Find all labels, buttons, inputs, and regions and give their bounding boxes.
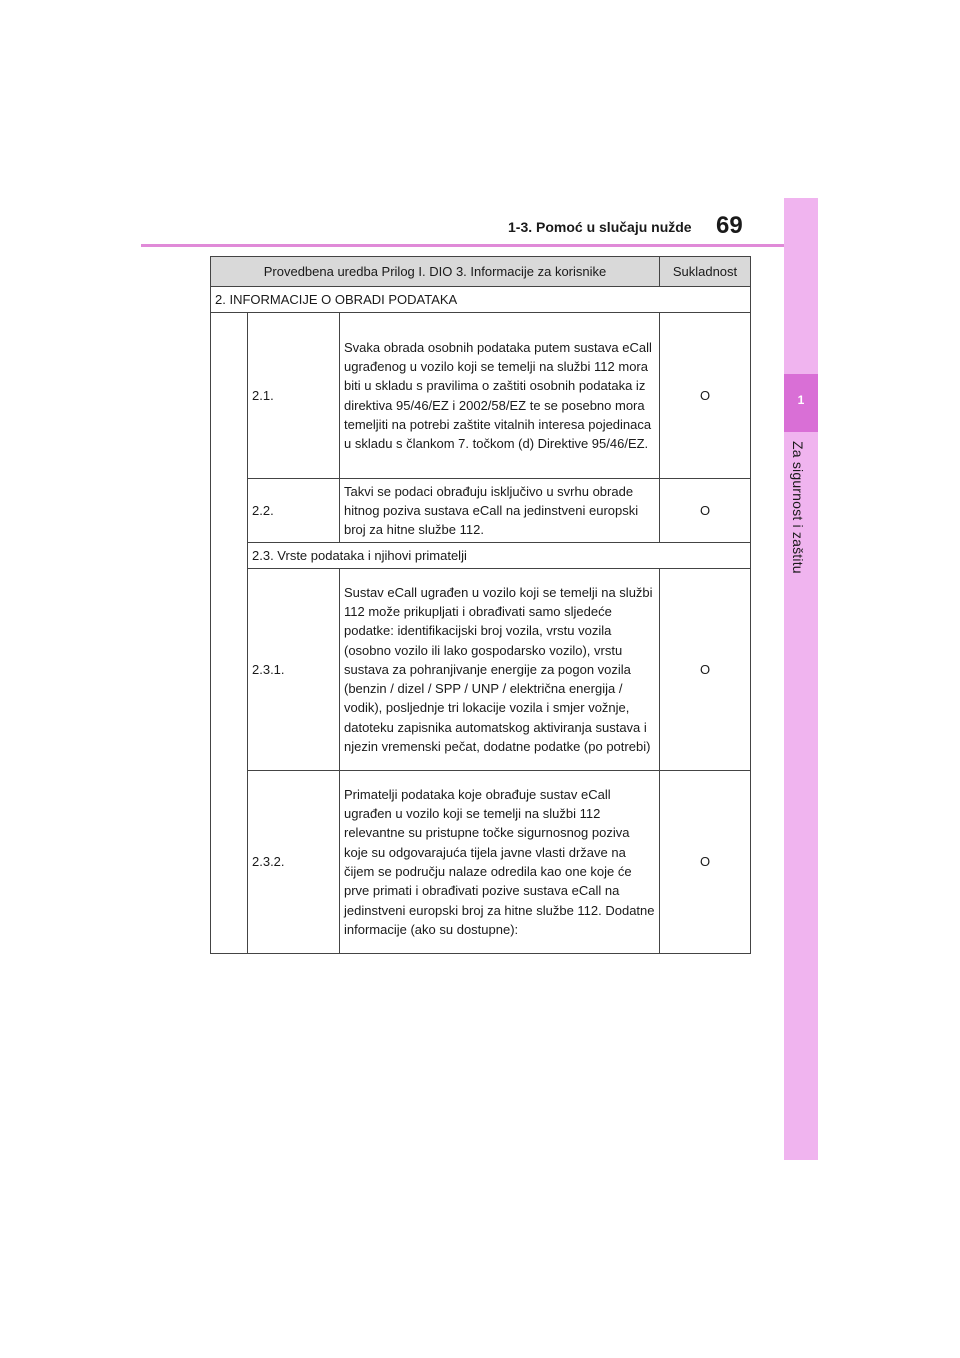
row-compliance: O — [660, 771, 751, 954]
indent-cell — [211, 313, 248, 954]
row-compliance: O — [660, 313, 751, 479]
row-number: 2.2. — [248, 479, 340, 543]
row-number: 2.3.2. — [248, 771, 340, 954]
section-title: 1-3. Pomoć u slučaju nužde — [508, 219, 692, 235]
row-number: 2.1. — [248, 313, 340, 479]
table-header-compliance: Sukladnost — [660, 257, 751, 287]
row-text: Primatelji podataka koje obrađuje sustav eCall ugrađen u vozilo koji se temelji na službi 112 relevantne su pristupne točke sigurnosnog poziva koje su odgovarajuća tijela javne vlasti države na čijem se području nalaze odredila kao one koje će prve primati i obrađivati pozive sustava eCall na jedinstveni europski broj za hitne službe 112. Dodatne informacije (ako su dostupne): — [340, 771, 660, 954]
row-compliance: O — [660, 479, 751, 543]
table-header-row — [211, 257, 751, 287]
information-table — [210, 256, 751, 954]
table-subsection-row — [211, 543, 751, 569]
row-text: Svaka obrada osobnih podataka putem sustava eCall ugrađenog u vozilo koji se temelji na službi 112 mora biti u skladu s pravilima o zaštiti osobnih podataka iz direktiva 95/46/EZ i 2002/58/EZ te se posebno mora temeljiti na potrebi zaštite vitalnih interesa pojedinaca u skladu s člankom 7. točkom (d) Direktive 95/46/EZ. — [340, 313, 660, 479]
header-divider — [141, 244, 784, 247]
table-header-regulation: Provedbena uredba Prilog I. DIO 3. Informacije za korisnike — [211, 257, 660, 287]
chapter-side-tab — [784, 198, 818, 1160]
subsection-heading: 2.3. Vrste podataka i njihovi primatelji — [248, 543, 751, 569]
chapter-number: 1 — [797, 393, 805, 407]
section-heading: 2. INFORMACIJE O OBRADI PODATAKA — [211, 287, 751, 313]
table-section-row — [211, 287, 751, 313]
table-row — [211, 313, 751, 479]
table-row — [211, 569, 751, 771]
row-number: 2.3.1. — [248, 569, 340, 771]
page-number: 69 — [716, 212, 743, 239]
chapter-label: Za sigurnost i zaštitu — [790, 441, 806, 574]
table-row — [211, 479, 751, 543]
row-text: Sustav eCall ugrađen u vozilo koji se temelji na službi 112 može prikupljati i obrađivati samo sljedeće podatke: identifikacijski broj vozila, vrstu vozila (osobno vozilo ili lako gospodarsko vozilo), vrstu sustava za pohranjivanje energije za pogon vozila (benzin / dizel / SPP / UNP / električna energija / vodik), posljednje tri lokacije vozila i smjer vožnje, datoteku zapisnika automatskog aktiviranja sustava i njezin vremenski pečat, dodatne podatke (po potrebi) — [340, 569, 660, 771]
row-compliance: O — [660, 569, 751, 771]
table-row — [211, 771, 751, 954]
row-text: Takvi se podaci obrađuju isključivo u svrhu obrade hitnog poziva sustava eCall na jedinstveni europski broj za hitne službe 112. — [340, 479, 660, 543]
